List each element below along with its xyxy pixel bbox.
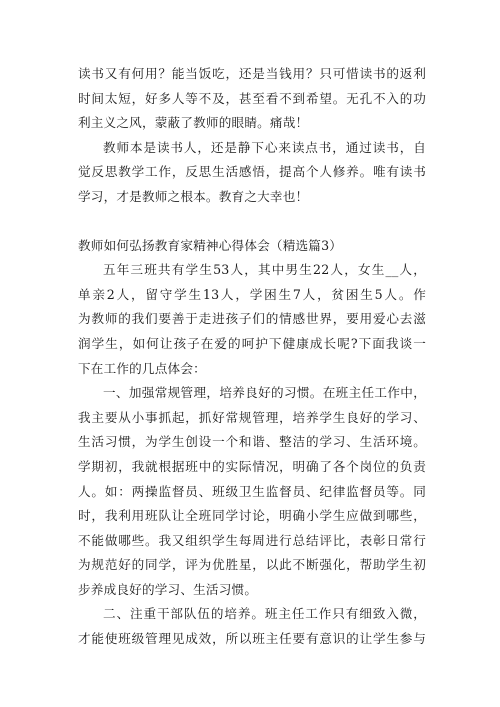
text-line: 步养成良好的学习、生活习惯。 <box>78 581 258 597</box>
text-line: 读书又有何用？能当饭吃，还是当钱用？只可惜读书的返利 <box>78 66 426 81</box>
paragraph-first-line: 二、注重干部队伍的培养。班主任工作只有细致入微， <box>103 606 426 622</box>
text-line: 润学生，如何让孩子在爱的呵护下健康成长呢?下面我谈一 <box>78 335 426 351</box>
document-page <box>78 62 426 652</box>
paragraph-first-line: 教师本是读书人，还是静下心来读点书，通过读书，自 <box>103 139 426 155</box>
text-line: 时，我利用班队让全班同学讨论，明确小学生应做到哪些， <box>78 508 426 524</box>
section-heading: 教师如何弘扬教育家精神心得体会（精选篇3） <box>78 237 343 253</box>
text-line: 不能做哪些。我又组织学生每周进行总结评比，表彰日常行 <box>78 532 426 548</box>
text-line: 利主义之风，蒙蔽了教师的眼睛。痛哉！ <box>78 115 309 131</box>
text-line: 学习，才是教师之根本。教育之大幸也！ <box>78 188 309 204</box>
text-line: 学期初，我就根据班中的实际情况，明确了各个岗位的负责 <box>78 458 426 474</box>
text-line: 我主要从小事抓起，抓好常规管理，培养学生良好的学习、 <box>78 409 426 425</box>
paragraph-first-line: 一、加强常规管理，培养良好的习惯。在班主任工作中， <box>103 385 426 401</box>
text-line: 觉反思教学工作，反思生活感悟，提高个人修养。唯有读书 <box>78 164 426 180</box>
text-line: 为规范好的同学，评为优胜星，以此不断强化，帮助学生初 <box>78 557 426 573</box>
text-line: 下在工作的几点体会： <box>78 360 206 376</box>
text-line: 人。如：两操监督员、班级卫生监督员、纪律监督员等。同 <box>78 483 426 499</box>
text-line: 为教师的我们要善于走进孩子们的情感世界，要用爱心去滋 <box>78 311 426 327</box>
text-line: 生活习惯，为学生创设一个和谐、整洁的学习、生活环境。 <box>78 434 426 450</box>
text-line: 单亲2人，留守学生13人，学困生7人，贫困生5人。作 <box>78 286 426 302</box>
paragraph-first-line: 五年三班共有学生53人，其中男生22人，女生__人， <box>103 262 426 278</box>
text-line: 时间太短，好多人等不及，甚至看不到希望。无孔不入的功 <box>78 90 426 106</box>
text-line: 才能使班级管理见成效，所以班主任要有意识的让学生参与 <box>78 631 426 647</box>
